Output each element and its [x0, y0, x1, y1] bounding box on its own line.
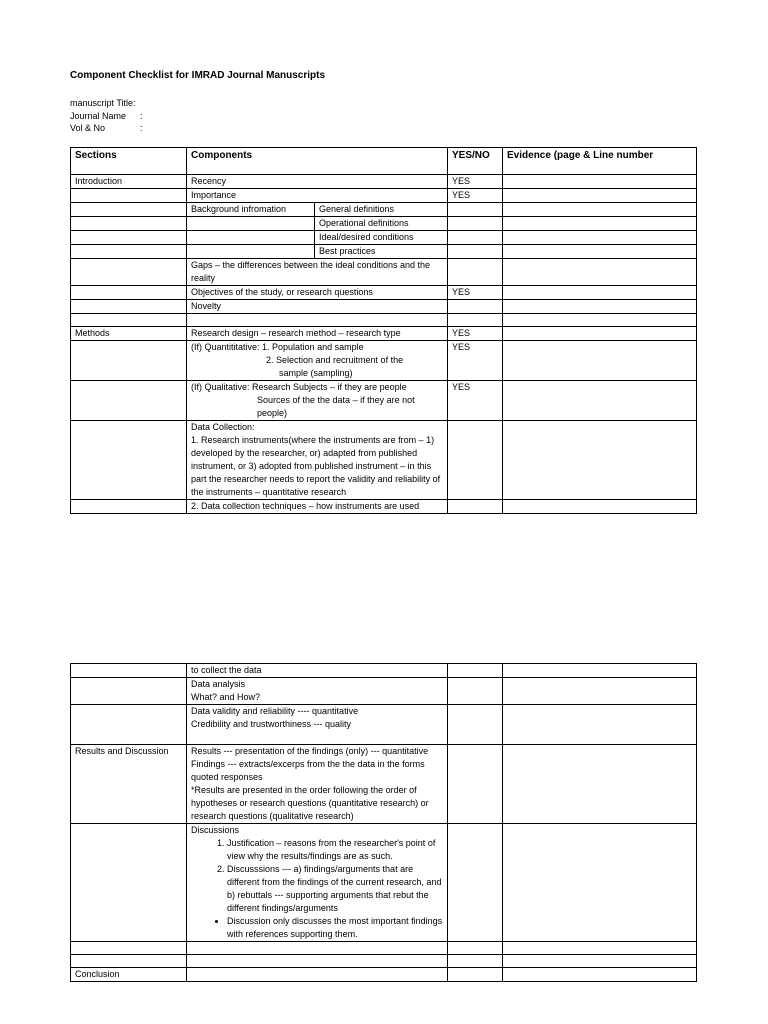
evidence-cell: [503, 286, 697, 300]
yes-no-cell: [448, 664, 503, 678]
checklist-table-continued: [70, 663, 697, 982]
evidence-cell: [503, 341, 697, 381]
quant-line: sample (sampling): [279, 368, 353, 378]
table-row-empty: [71, 314, 697, 327]
header-row: [71, 148, 697, 175]
table-row: [71, 245, 697, 259]
component-cell: [187, 314, 448, 327]
table-row: [71, 327, 697, 341]
yes-no-cell: [448, 231, 503, 245]
validity-line: Credibility and trustworthiness --- quality: [191, 719, 352, 729]
yes-no-cell: [448, 500, 503, 514]
quant-line: (If) Quantititative: 1. Population and sample: [191, 342, 364, 352]
vol-colon: :: [140, 123, 143, 134]
validity-line: Data validity and reliability ---- quantitative: [191, 706, 359, 716]
evidence-cell: [503, 824, 697, 942]
component-discussions: [187, 824, 448, 942]
evidence-cell: [503, 217, 697, 231]
bg-item: Ideal/desired conditions: [315, 231, 448, 245]
table-row: [71, 705, 697, 745]
section-cell: [71, 314, 187, 327]
evidence-cell: [503, 942, 697, 955]
component-continued: to collect the data: [187, 664, 448, 678]
section-cell: [71, 245, 187, 259]
section-cell: [71, 203, 187, 217]
yes-no-cell: [448, 217, 503, 231]
table-row: [71, 286, 697, 300]
component-dc-techniques: 2. Data collection techniques – how instruments are used: [187, 500, 448, 514]
discussion-item: 1. Justification – reasons from the researcher's point of view why the results/findings are as such.: [227, 837, 443, 863]
section-cell: [71, 217, 187, 231]
evidence-cell: [503, 245, 697, 259]
bg-item: Best practices: [315, 245, 448, 259]
table-row: [71, 231, 697, 245]
yes-no-cell: YES: [448, 286, 503, 300]
section-introduction: Introduction: [71, 175, 187, 189]
yes-no-cell: YES: [448, 341, 503, 381]
dc-text: 1. Research instruments(where the instruments are from – 1) developed by the researcher, or) adapted from published instrument, or 3) adopted from published instrument – in this part the researcher needs to report the validity and reliability of the instruments – quantitative research: [191, 435, 441, 497]
evidence-cell: [503, 745, 697, 824]
component-results: [187, 745, 448, 824]
evidence-cell: [503, 327, 697, 341]
evidence-cell: [503, 421, 697, 500]
results-line: Findings --- extracts/excerps from the the data in the forms quoted responses: [191, 759, 425, 782]
evidence-cell: [503, 231, 697, 245]
table-row: [71, 678, 697, 705]
evidence-cell: [503, 968, 697, 982]
yes-no-cell: [448, 824, 503, 942]
discussion-item: 2. Discusssions --- a) findings/arguments that are different from the findings of the current research, and b) rebuttals --- supporting arguments that rebut the different findings/arguments: [227, 863, 443, 915]
section-cell: [71, 705, 187, 745]
yes-no-cell: [448, 678, 503, 705]
component-cell: [187, 942, 448, 955]
component-cell: [187, 955, 448, 968]
section-conclusion: Conclusion: [71, 968, 187, 982]
header-evidence: Evidence (page & Line number: [503, 148, 697, 175]
yes-no-cell: [448, 955, 503, 968]
table-row-empty: [71, 942, 697, 955]
table-row: [71, 421, 697, 500]
component-data-analysis: [187, 678, 448, 705]
table-row: [71, 341, 697, 381]
table-row: [71, 259, 697, 286]
component-objectives: Objectives of the study, or research questions: [187, 286, 448, 300]
evidence-cell: [503, 500, 697, 514]
component-cell: [187, 231, 315, 245]
evidence-cell: [503, 203, 697, 217]
section-cell: [71, 381, 187, 421]
table-row: [71, 824, 697, 942]
component-quantitative: [187, 341, 448, 381]
component-research-design: Research design – research method – research type: [187, 327, 448, 341]
evidence-cell: [503, 664, 697, 678]
component-validity: [187, 705, 448, 745]
discussions-list: [191, 837, 443, 915]
analysis-line: Data analysis: [191, 679, 246, 689]
yes-no-cell: YES: [448, 189, 503, 203]
section-cell: [71, 942, 187, 955]
bg-item: General definitions: [315, 203, 448, 217]
document-title: Component Checklist for IMRAD Journal Manuscripts: [70, 70, 326, 81]
table-row: [71, 381, 697, 421]
evidence-cell: [503, 175, 697, 189]
yes-no-cell: [448, 203, 503, 217]
component-data-collection: [187, 421, 448, 500]
table-row: [71, 968, 697, 982]
evidence-cell: [503, 300, 697, 314]
evidence-cell: [503, 705, 697, 745]
yes-no-cell: [448, 245, 503, 259]
qual-line: (If) Qualitative: Research Subjects – if they are people: [191, 382, 407, 392]
checklist-table: [70, 147, 697, 514]
journal-name-label: Journal Name: [70, 110, 127, 121]
section-cell: [71, 664, 187, 678]
yes-no-cell: YES: [448, 381, 503, 421]
section-cell: [71, 955, 187, 968]
section-cell: [71, 300, 187, 314]
yes-no-cell: [448, 421, 503, 500]
header-components: Components: [187, 148, 448, 175]
manuscript-meta: [70, 97, 143, 135]
component-importance: Importance: [187, 189, 448, 203]
section-cell: [71, 500, 187, 514]
section-cell: [71, 286, 187, 300]
evidence-cell: [503, 381, 697, 421]
table-row: [71, 745, 697, 824]
component-cell: [187, 217, 315, 231]
journal-name-colon: :: [140, 110, 143, 121]
component-background: Background infromation: [187, 203, 315, 217]
evidence-cell: [503, 678, 697, 705]
bg-item: Operational definitions: [315, 217, 448, 231]
dc-title: Data Collection:: [191, 422, 255, 432]
component-gaps: Gaps – the differences between the ideal conditions and the reality: [187, 259, 448, 286]
table-row: [71, 300, 697, 314]
table-row: [71, 500, 697, 514]
yes-no-cell: [448, 300, 503, 314]
evidence-cell: [503, 314, 697, 327]
section-cell: [71, 259, 187, 286]
qual-line: Sources of the the data – if they are not: [257, 395, 415, 405]
table-row: [71, 217, 697, 231]
section-methods: Methods: [71, 327, 187, 341]
table-row: [71, 189, 697, 203]
analysis-line: What? and How?: [191, 692, 261, 702]
discussion-bullet: • Discussion only discusses the most important findings with references supporting them.: [227, 915, 443, 941]
discussions-bullets: [191, 915, 443, 941]
evidence-cell: [503, 259, 697, 286]
quant-line: 2. Selection and recruitment of the: [266, 355, 404, 365]
evidence-cell: [503, 955, 697, 968]
yes-no-cell: [448, 942, 503, 955]
section-cell: [71, 824, 187, 942]
manuscript-title-label: manuscript Title:: [70, 98, 136, 108]
header-sections: Sections: [71, 148, 187, 175]
section-cell: [71, 341, 187, 381]
section-cell: [71, 189, 187, 203]
yes-no-cell: [448, 314, 503, 327]
section-cell: [71, 678, 187, 705]
component-novelty: Novelty: [187, 300, 448, 314]
table-row: [71, 664, 697, 678]
discussions-title: Discussions: [191, 825, 240, 835]
yes-no-cell: [448, 705, 503, 745]
yes-no-cell: YES: [448, 175, 503, 189]
yes-no-cell: YES: [448, 327, 503, 341]
component-recency: Recency: [187, 175, 448, 189]
vol-label: Vol & No: [70, 123, 106, 134]
yes-no-cell: [448, 968, 503, 982]
results-line: Results --- presentation of the findings (only) --- quantitative: [191, 746, 429, 756]
results-line: *Results are presented in the order following the order of hypotheses or research questions (quantitative research) or research questions (qualitative research): [191, 785, 429, 821]
component-qualitative: [187, 381, 448, 421]
table-row: [71, 203, 697, 217]
component-cell: [187, 968, 448, 982]
component-cell: [187, 245, 315, 259]
header-yes-no: YES/NO: [448, 148, 503, 175]
section-cell: [71, 421, 187, 500]
yes-no-cell: [448, 259, 503, 286]
evidence-cell: [503, 189, 697, 203]
qual-line: people): [257, 408, 288, 418]
section-results-discussion: Results and Discussion: [71, 745, 187, 824]
section-cell: [71, 231, 187, 245]
yes-no-cell: [448, 745, 503, 824]
table-row-empty: [71, 955, 697, 968]
table-row: [71, 175, 697, 189]
